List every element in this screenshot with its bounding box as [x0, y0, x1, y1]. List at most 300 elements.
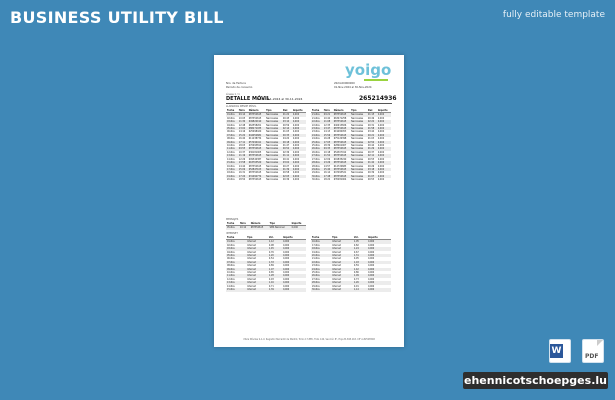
- table-cell: 18:03: [238, 144, 246, 148]
- legal-footer: Xfera Móviles S.A.U. Registro Mercantil de Madrid, Tomo 17.885, Folio 140, Sección 8ª, Hoja M-308.118. CIF A-82528548: [243, 338, 375, 341]
- table-cell: Nacionales: [351, 123, 364, 127]
- table-cell: 0,000: [282, 281, 306, 284]
- table-cell: 00:45: [282, 116, 290, 120]
- table-cell: 636181905: [248, 150, 262, 154]
- table-cell: 10:18: [323, 150, 331, 154]
- table-cell: 01-Nov: [226, 240, 246, 244]
- table-cell: 18-Nov: [227, 171, 235, 175]
- table-cell: Internet: [246, 288, 268, 291]
- table-cell: 00:59: [282, 123, 290, 127]
- column-header: Tipo: [269, 222, 291, 226]
- column-header: Hora: [238, 109, 248, 113]
- table-cell: 26-Nov: [312, 150, 320, 154]
- table-cell: 10-Nov: [227, 271, 235, 275]
- table-cell: 16-Nov: [311, 240, 331, 244]
- table-cell: 02-Nov: [227, 243, 235, 247]
- table-cell: Nacionales: [266, 178, 279, 182]
- table-cell: 04-Nov: [227, 250, 235, 254]
- table-cell: 0,000: [292, 175, 306, 178]
- table-cell: 611238734: [248, 137, 262, 141]
- table-cell: 24-Nov: [311, 268, 331, 271]
- table-cell: 687352615: [248, 171, 262, 175]
- table-cell: Nacionales: [351, 137, 364, 141]
- table-cell: Internet: [246, 274, 268, 277]
- column-header: Importe: [291, 222, 306, 226]
- meta-labels: [226, 82, 252, 90]
- column-header: Importe: [292, 109, 306, 113]
- table-cell: 14:44: [238, 164, 246, 168]
- calls-table-left: [226, 109, 306, 182]
- table-cell: 00:39: [367, 171, 375, 175]
- table-cell: 0,000: [291, 226, 306, 230]
- logo-accent-bar: [364, 79, 388, 81]
- table-cell: 688271935: [248, 127, 265, 130]
- table-cell: 0,000: [292, 171, 300, 175]
- table-cell: Nacionales: [351, 171, 364, 175]
- table-cell: 00:44: [367, 144, 375, 148]
- table-cell: 0,000: [292, 127, 306, 130]
- table-cell: Internet: [246, 268, 268, 271]
- table-cell: 03:02: [282, 161, 292, 164]
- table-cell: 00:52: [282, 147, 292, 150]
- table-cell: 0,000: [292, 123, 300, 127]
- table-cell: Nacionales: [265, 154, 282, 157]
- table-cell: 0,000: [282, 277, 290, 281]
- table-cell: 01:58: [367, 127, 377, 130]
- table-cell: Nacionales: [351, 116, 364, 120]
- table-cell: 25-Nov: [311, 141, 323, 144]
- table-cell: 1,05: [353, 240, 367, 244]
- table-cell: 0,000: [282, 268, 306, 271]
- table-cell: 687352615: [333, 127, 350, 130]
- table-cell: 01:39: [282, 168, 292, 171]
- table-cell: 1,28: [268, 274, 282, 277]
- table-cell: 0,000: [282, 284, 290, 288]
- table-row: [226, 288, 306, 291]
- table-cell: 27-Nov: [312, 277, 320, 281]
- table-cell: Nacionales: [266, 144, 279, 148]
- table-cell: 11:30: [238, 120, 248, 123]
- detail-heading: DETALLE MÓVIL: [226, 96, 270, 102]
- table-cell: 0,000: [367, 268, 391, 271]
- table-cell: 0,000: [292, 144, 300, 148]
- table-cell: 0,000: [282, 254, 306, 257]
- table-cell: 13:47: [323, 127, 333, 130]
- table-cell: Nacionales: [266, 164, 279, 168]
- table-cell: 20-Nov: [227, 178, 235, 182]
- table-cell: 687352615: [333, 141, 350, 144]
- table-cell: 0,000: [292, 130, 300, 134]
- section-calls: LLAMADAS DESDE MÓVIL: [226, 105, 257, 108]
- table-cell: 01:47: [282, 144, 290, 148]
- table-cell: 24-Nov: [311, 134, 323, 137]
- table-cell: 1,18: [353, 261, 367, 264]
- table-cell: 0,000: [367, 250, 375, 254]
- column-header: Vol.: [268, 236, 282, 240]
- table-cell: 0,000: [367, 247, 391, 250]
- table-cell: 29-Nov: [311, 168, 323, 171]
- table-cell: Nacionales: [350, 161, 367, 164]
- table-cell: 00:53: [367, 178, 375, 182]
- meta-value-invoice: 2024-00000000: [334, 82, 355, 85]
- table-cell: 17-Nov: [312, 243, 320, 247]
- table-cell: 619284053: [333, 130, 347, 134]
- table-cell: 23-Nov: [311, 127, 323, 130]
- table-cell: 0,000: [377, 134, 391, 137]
- table-cell: Internet: [247, 284, 256, 288]
- table-cell: 0,000: [377, 150, 385, 154]
- table-cell: 663471258: [333, 116, 347, 120]
- column-header: Vol.: [353, 236, 367, 240]
- table-cell: 16:28: [323, 137, 331, 141]
- column-header: Número: [248, 109, 265, 113]
- table-cell: 1,31: [353, 254, 367, 257]
- table-cell: 13-Nov: [226, 154, 238, 157]
- table-cell: SMS Nacional: [269, 226, 291, 230]
- data-table-left: [226, 236, 306, 292]
- table-cell: 0,000: [367, 288, 391, 291]
- table-cell: 09-Nov: [226, 141, 238, 144]
- bill-document: [214, 55, 404, 347]
- table-cell: 12:35: [323, 123, 331, 127]
- column-header: Fecha: [311, 109, 323, 113]
- table-cell: 687352615: [248, 154, 265, 157]
- column-header: Dur.: [282, 109, 292, 113]
- table-cell: 01:05: [282, 130, 290, 134]
- table-cell: 14:57: [323, 164, 331, 168]
- table-cell: 01:03: [367, 137, 375, 141]
- table-cell: 16:31: [238, 171, 246, 175]
- table-cell: 0,000: [377, 113, 391, 117]
- table-cell: Internet: [332, 264, 341, 268]
- table-cell: 687352615: [333, 147, 350, 150]
- table-cell: 0,000: [377, 178, 385, 182]
- table-cell: 1,24: [353, 247, 367, 250]
- table-cell: 675120398: [333, 137, 347, 141]
- table-cell: 0,000: [292, 168, 306, 171]
- table-cell: Internet: [332, 250, 341, 254]
- table-cell: 15-Nov: [226, 288, 246, 291]
- table-cell: 0,000: [282, 243, 290, 247]
- table-cell: 12-Nov: [227, 277, 235, 281]
- table-cell: 22-Nov: [311, 120, 323, 123]
- table-cell: Nacionales: [266, 123, 279, 127]
- table-cell: Nacionales: [350, 141, 367, 144]
- table-cell: 0,000: [367, 281, 391, 284]
- table-cell: 12:26: [238, 157, 246, 161]
- word-file-icon[interactable]: [549, 339, 571, 363]
- table-cell: 10:12: [239, 226, 250, 230]
- table-cell: 13:58: [238, 161, 248, 164]
- table-cell: 27-Nov: [312, 157, 320, 161]
- table-cell: 1,07: [268, 268, 282, 271]
- table-cell: 30-Nov: [311, 288, 331, 291]
- table-cell: Nacionales: [351, 150, 364, 154]
- table-cell: 0,000: [292, 134, 306, 137]
- page-title: BUSINESS UTILITY BILL: [10, 8, 224, 27]
- table-cell: Nacionales: [265, 134, 282, 137]
- table-cell: 657290411: [248, 141, 265, 144]
- table-cell: 0,000: [377, 164, 385, 168]
- table-cell: 0,000: [367, 271, 375, 275]
- table-cell: Nacionales: [266, 130, 279, 134]
- table-cell: 0,000: [377, 120, 391, 123]
- table-cell: 0,54: [268, 257, 274, 261]
- table-cell: 11-Nov: [226, 147, 238, 150]
- table-cell: 662558201: [248, 123, 262, 127]
- table-cell: 30-Nov: [312, 178, 320, 182]
- table-cell: 640913826: [333, 123, 347, 127]
- table-cell: 0,000: [377, 144, 385, 148]
- table-cell: 01:11: [282, 154, 292, 157]
- table-cell: 02:22: [367, 120, 377, 123]
- column-header: Importe: [282, 236, 306, 240]
- meta-value-period: 01-Nov-2024 al 30-Nov-2024: [334, 86, 372, 89]
- table-cell: 0,000: [377, 175, 391, 178]
- table-cell: 00:18: [282, 141, 292, 144]
- table-cell: 08-Nov: [227, 137, 235, 141]
- table-cell: 29-Nov: [312, 171, 320, 175]
- table-cell: 02:14: [282, 127, 292, 130]
- table-cell: 09-Nov: [226, 268, 246, 271]
- table-cell: 05-Nov: [226, 226, 239, 230]
- table-cell: Nacionales: [350, 113, 367, 117]
- table-cell: 628461907: [333, 144, 347, 148]
- table-cell: Internet: [331, 268, 353, 271]
- table-cell: Nacionales: [265, 113, 282, 117]
- table-cell: 13:26: [323, 161, 333, 164]
- table-cell: Internet: [331, 274, 353, 277]
- table-cell: 15:40: [323, 168, 333, 171]
- table-cell: 11:19: [238, 154, 248, 157]
- section-sms: MENSAJES: [226, 218, 239, 221]
- table-cell: 687352615: [333, 120, 350, 123]
- table-cell: 0,000: [282, 261, 306, 264]
- table-cell: 14-Nov: [227, 284, 235, 288]
- table-cell: 0,000: [292, 150, 300, 154]
- table-cell: 14-Nov: [227, 157, 235, 161]
- calls-table-right: [311, 109, 391, 182]
- table-cell: 687352615: [248, 178, 262, 182]
- table-cell: 00:36: [282, 178, 290, 182]
- table-cell: 0,000: [292, 120, 306, 123]
- table-cell: 0,000: [292, 113, 306, 117]
- table-cell: 06-Nov: [227, 130, 235, 134]
- table-cell: Internet: [246, 240, 268, 244]
- table-cell: 1,39: [268, 288, 282, 291]
- table-cell: 0,91: [353, 284, 359, 288]
- table-cell: Internet: [331, 254, 353, 257]
- table-cell: 0,000: [292, 137, 300, 141]
- table-cell: 687352615: [333, 175, 350, 178]
- table-cell: 00:55: [367, 157, 375, 161]
- table-cell: 644052681: [248, 134, 265, 137]
- column-header: Número: [333, 109, 350, 113]
- table-cell: Nacionales: [350, 154, 367, 157]
- table-cell: 16:14: [323, 171, 331, 175]
- table-cell: 23-Nov: [312, 264, 320, 268]
- table-cell: 11-Nov: [226, 274, 246, 277]
- table-cell: 0,000: [282, 240, 306, 244]
- table-row: [226, 161, 306, 164]
- column-header: Tipo: [350, 109, 367, 113]
- table-cell: 05-Nov: [226, 127, 238, 130]
- table-cell: 614720683: [333, 164, 347, 168]
- table-cell: 25-Nov: [312, 144, 320, 148]
- table-cell: 0,000: [367, 284, 375, 288]
- table-cell: 649822190: [248, 120, 265, 123]
- table-row: [311, 161, 391, 164]
- table-cell: 13:02: [238, 127, 248, 130]
- table-cell: 687352615: [333, 154, 350, 157]
- table-cell: 01:15: [367, 113, 377, 117]
- table-cell: 1,42: [353, 268, 367, 271]
- table-cell: Nacionales: [265, 175, 282, 178]
- table-cell: 0,65: [268, 271, 274, 275]
- table-cell: 21-Nov: [311, 113, 323, 117]
- table-cell: 618763520: [248, 161, 265, 164]
- table-cell: 654307912: [333, 150, 347, 154]
- table-cell: 687352615: [248, 113, 265, 117]
- heading-rule: [226, 103, 392, 104]
- table-cell: 0,000: [377, 127, 391, 130]
- column-header: Fecha: [226, 222, 239, 226]
- table-cell: 16:40: [238, 137, 246, 141]
- table-cell: 00:37: [367, 150, 375, 154]
- table-cell: 02:50: [367, 141, 377, 144]
- table-cell: Internet: [247, 250, 256, 254]
- table-cell: 687352615: [248, 116, 262, 120]
- table-cell: 691835240: [333, 157, 347, 161]
- column-header: Fecha: [226, 109, 238, 113]
- meta-values: [334, 82, 372, 90]
- table-cell: 04:20: [282, 137, 290, 141]
- table-cell: 687352615: [333, 134, 350, 137]
- table-cell: 0,59: [353, 264, 359, 268]
- table-cell: 0,000: [282, 271, 290, 275]
- table-cell: 0,000: [282, 264, 290, 268]
- table-cell: 0,000: [377, 123, 385, 127]
- table-cell: 15:22: [238, 134, 248, 137]
- table-cell: 0,82: [353, 243, 359, 247]
- table-cell: 14:16: [238, 130, 246, 134]
- column-header: Hora: [323, 109, 333, 113]
- table-cell: 0,67: [353, 250, 359, 254]
- table-cell: Nacionales: [265, 120, 282, 123]
- table-cell: 15:56: [323, 134, 333, 137]
- word-icon-letter: W: [551, 346, 562, 356]
- lines-subhead: Líneas 1 / 1: [226, 93, 240, 96]
- table-cell: 19-Nov: [226, 175, 238, 178]
- table-cell: Internet: [246, 261, 268, 264]
- table-cell: 0,95: [353, 257, 359, 261]
- table-row: [226, 178, 306, 181]
- table-cell: Nacionales: [350, 147, 367, 150]
- phone-number: 265214936: [359, 95, 397, 102]
- table-cell: 00:26: [367, 164, 375, 168]
- pdf-file-icon[interactable]: [582, 339, 604, 363]
- table-cell: 17:48: [323, 175, 333, 178]
- table-cell: 625998420: [248, 130, 262, 134]
- site-badge[interactable]: ehennicotschoepges.lu: [464, 374, 607, 387]
- yoigo-logo: yoigo: [345, 61, 392, 79]
- table-cell: Nacionales: [265, 141, 282, 144]
- table-cell: 0,000: [377, 116, 385, 120]
- table-cell: 01:42: [367, 161, 377, 164]
- table-cell: 0,000: [377, 157, 385, 161]
- table-cell: 09:21: [323, 113, 333, 117]
- table-cell: 22-Nov: [312, 123, 320, 127]
- section-data: INTERNET: [226, 232, 238, 235]
- table-cell: Internet: [246, 247, 268, 250]
- table-cell: 20-Nov: [311, 254, 331, 257]
- table-cell: 0,000: [292, 154, 306, 157]
- table-cell: 00:21: [367, 134, 377, 137]
- table-cell: 15-Nov: [226, 161, 238, 164]
- table-cell: 1,09: [353, 274, 367, 277]
- table-cell: 01:22: [282, 113, 292, 117]
- meta-label-invoice: Nro. de Factura: [226, 82, 246, 85]
- table-cell: 14:13: [323, 130, 331, 134]
- table-cell: 23-Nov: [312, 130, 320, 134]
- table-cell: 08-Nov: [227, 264, 235, 268]
- table-cell: 11:08: [323, 120, 333, 123]
- table-cell: Nacionales: [265, 127, 282, 130]
- table-cell: 0,000: [377, 147, 391, 150]
- table-cell: 0,000: [282, 274, 306, 277]
- table-cell: Nacionales: [351, 178, 364, 182]
- table-cell: 1,16: [268, 281, 282, 284]
- column-header: Hora: [239, 222, 250, 226]
- table-cell: 19-Nov: [312, 250, 320, 254]
- table-cell: 00:49: [367, 116, 375, 120]
- table-cell: 687352615: [333, 161, 350, 164]
- table-cell: 02:05: [282, 175, 292, 178]
- table-cell: 00:41: [282, 157, 290, 161]
- table-cell: 0,000: [367, 257, 375, 261]
- data-table-right: [311, 236, 391, 292]
- table-cell: Nacionales: [351, 130, 364, 134]
- table-cell: 00:27: [282, 164, 290, 168]
- table-cell: 699540387: [248, 157, 262, 161]
- table-cell: Nacionales: [266, 157, 279, 161]
- table-cell: 1,33: [268, 261, 282, 264]
- table-cell: 0,000: [377, 130, 385, 134]
- table-cell: 27-Nov: [311, 154, 323, 157]
- table-cell: Internet: [247, 243, 256, 247]
- table-cell: 03:44: [367, 130, 375, 134]
- table-cell: 25-Nov: [312, 271, 320, 275]
- table-cell: 17:24: [238, 175, 248, 178]
- table-cell: 0,000: [377, 141, 391, 144]
- table-cell: Internet: [247, 277, 256, 281]
- table-cell: 26-Nov: [311, 274, 331, 277]
- table-cell: 670993812: [248, 144, 262, 148]
- table-cell: 29-Nov: [312, 284, 320, 288]
- table-cell: Internet: [332, 243, 341, 247]
- table-cell: Internet: [331, 281, 353, 284]
- column-header: Importe: [367, 236, 391, 240]
- table-cell: 0,000: [367, 274, 391, 277]
- table-cell: 03-Nov: [226, 120, 238, 123]
- table-cell: 0,000: [377, 168, 391, 171]
- detail-period: Del 01-11-2024 al 30-11-2024: [257, 97, 303, 101]
- table-cell: 0,86: [353, 271, 359, 275]
- table-cell: 17:05: [323, 141, 333, 144]
- table-cell: 652847103: [248, 168, 265, 171]
- table-cell: Internet: [331, 247, 353, 250]
- table-header-row: [311, 109, 391, 113]
